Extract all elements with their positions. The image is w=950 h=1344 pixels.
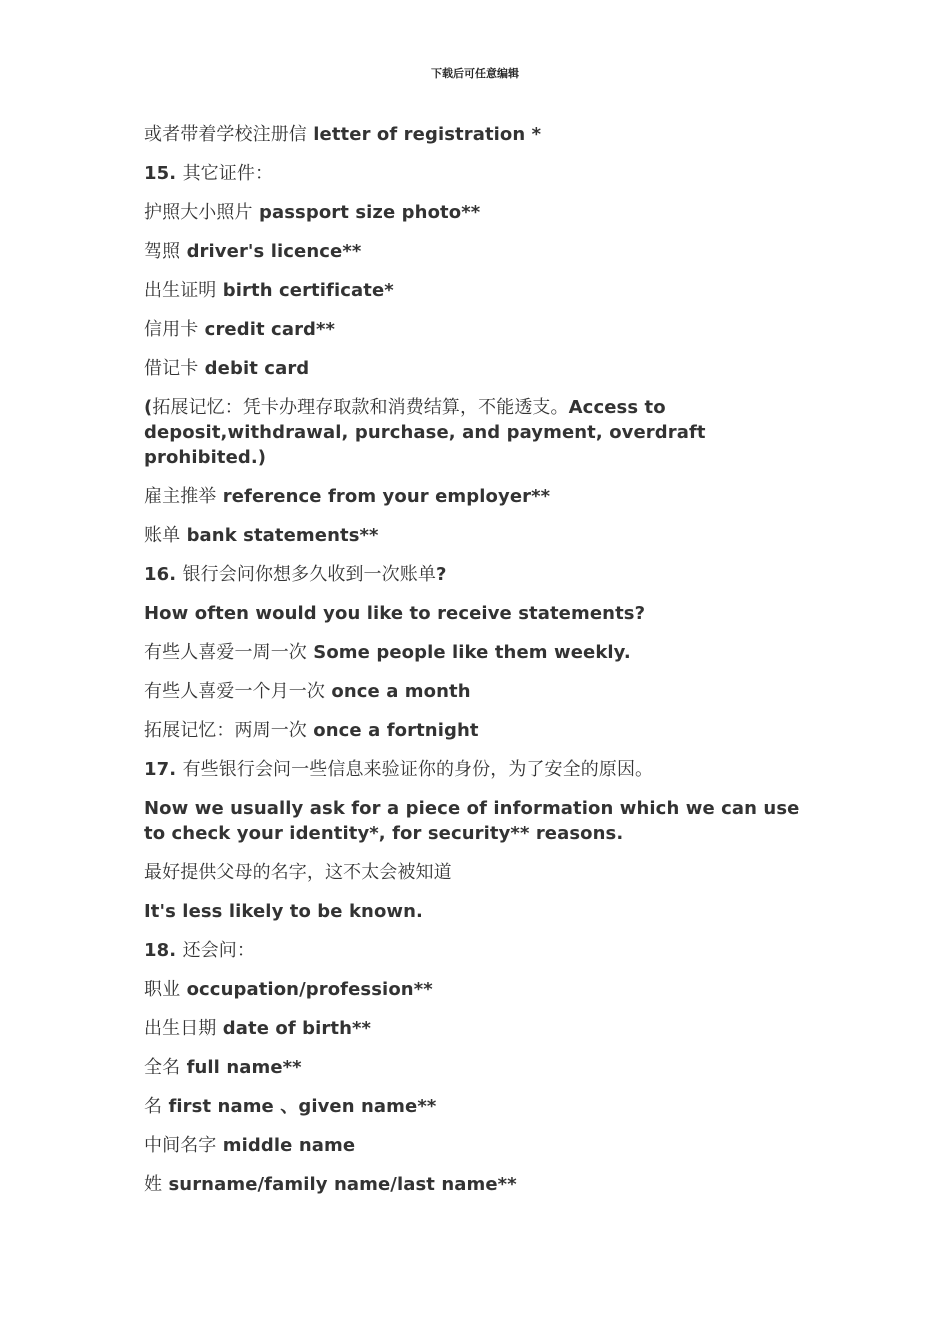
section-number: 15. [144,163,183,184]
line-english: It's less likely to be known. [144,901,423,922]
doc-line [144,796,824,846]
line-chinese: 职业 [144,979,181,1000]
line-english: once a fortnight [306,720,479,741]
line-chinese: 全名 [144,1057,181,1078]
doc-line [144,601,824,626]
line-english: surname/family name/last name** [162,1174,517,1195]
line-english: letter of registration * [306,124,542,145]
section-heading-15 [144,161,824,186]
line-english: reference from your employer** [216,486,551,507]
section-number: 16. [144,564,183,585]
line-chinese: 还会问： [182,940,255,961]
doc-line [144,860,824,885]
line-chinese: 账单 [144,525,181,546]
line-chinese: 拓展记忆：两周一次 [144,720,307,741]
line-english: How often would you like to receive statements? [144,603,646,624]
doc-line [144,523,824,548]
line-english: Some people like them weekly. [306,642,631,663]
line-chinese: 雇主推举 [144,486,217,507]
line-chinese: 出生证明 [144,280,217,301]
line-chinese: 护照大小照片 [144,202,253,223]
line-chinese: 银行会问你想多久收到一次账单 [182,564,436,585]
line-english: middle name [216,1135,356,1156]
line-english: credit card** [198,319,336,340]
line-english: first name 、given name** [162,1096,437,1117]
line-chinese: 有些人喜爱一周一次 [144,642,307,663]
section-heading-17 [144,757,824,782]
doc-line [144,679,824,704]
line-english: date of birth** [216,1018,372,1039]
line-chinese: 借记卡 [144,358,199,379]
line-english: driver's licence** [180,241,362,262]
section-heading-16 [144,562,824,587]
doc-line [144,1016,824,1041]
doc-line [144,1055,824,1080]
line-english: debit card [198,358,310,379]
doc-line [144,640,824,665]
line-english: Access to deposit,withdrawal, purchase, and payment, overdraft prohibited.) [144,397,706,468]
doc-line [144,356,824,381]
doc-line [144,977,824,1002]
doc-line [144,1133,824,1158]
document-body [144,122,824,1211]
line-chinese: 最好提供父母的名字，这不太会被知道 [144,862,452,883]
line-english: full name** [180,1057,302,1078]
section-number: 17. [144,759,183,780]
line-chinese: 姓 [144,1174,163,1195]
doc-line [144,278,824,303]
line-chinese: 或者带着学校注册信 [144,124,307,145]
doc-line [144,200,824,225]
section-number: 18. [144,940,183,961]
line-chinese: 有些银行会问一些信息来验证你的身份，为了安全的原因。 [182,759,654,780]
line-chinese: 其它证件： [182,163,274,184]
line-english: once a month [325,681,471,702]
line-english: Now we usually ask for a piece of information which we can use to check your identity*, for security** reasons. [144,798,800,844]
line-chinese: 出生日期 [144,1018,217,1039]
doc-line [144,718,824,743]
doc-line [144,484,824,509]
line-chinese: 信用卡 [144,319,199,340]
line-english: occupation/profession** [180,979,433,1000]
line-chinese: 有些人喜爱一个月一次 [144,681,325,702]
section-heading-18 [144,938,824,963]
line-chinese: 拓展记忆：凭卡办理存取款和消费结算，不能透支。 [152,397,569,418]
line-english: ? [435,564,447,585]
doc-line [144,1094,824,1119]
doc-line [144,899,824,924]
open-paren: ( [144,397,153,418]
extended-note [144,395,824,470]
doc-line [144,239,824,264]
line-chinese: 中间名字 [144,1135,217,1156]
page-header: 下载后可任意编辑 [431,67,519,80]
doc-line [144,1172,824,1197]
line-english: birth certificate* [216,280,394,301]
line-english: passport size photo** [252,202,481,223]
doc-line [144,122,824,147]
doc-line [144,317,824,342]
line-english: bank statements** [180,525,379,546]
line-chinese: 驾照 [144,241,181,262]
line-chinese: 名 [144,1096,163,1117]
